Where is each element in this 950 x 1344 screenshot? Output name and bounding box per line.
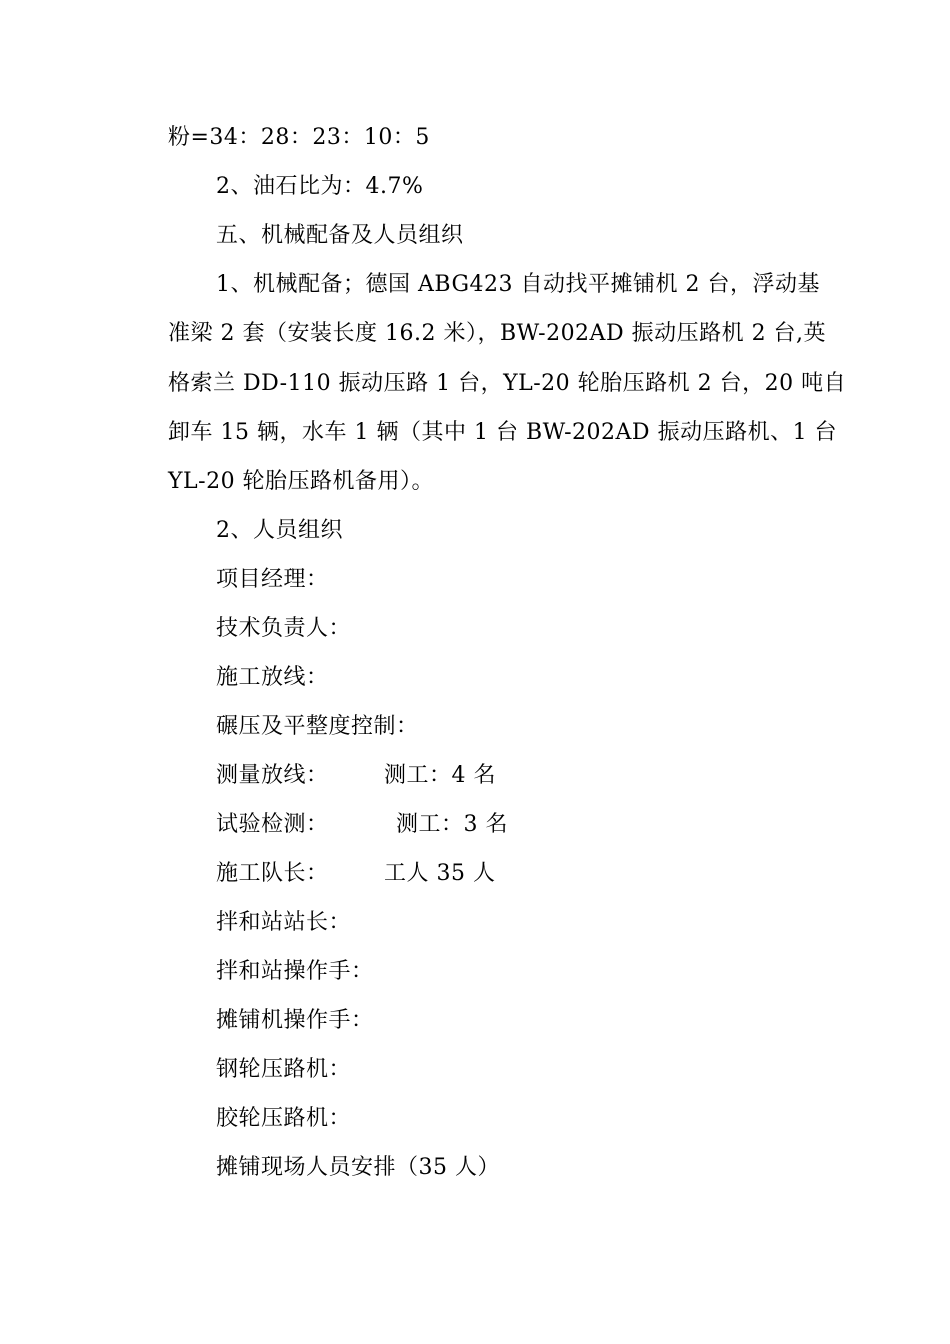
mix-ratio-line: 粉=34：28：23：10：5 [168, 125, 430, 150]
role-line: 摊铺现场人员安排（35 人） [216, 1155, 500, 1180]
paragraph-line: 1、机械配备；德国 ABG423 自动找平摊铺机 2 台，浮动基 [216, 272, 820, 297]
subsection-heading: 2、人员组织 [216, 518, 343, 543]
staff-row [216, 761, 496, 791]
staff-row [216, 859, 495, 889]
staff-detail: 工人 35 人 [384, 861, 496, 886]
paragraph-line: 格索兰 DD-110 振动压路 1 台，YL-20 轮胎压路机 2 台，20 吨自 [168, 371, 847, 396]
asphalt-ratio-line: 2、油石比为：4.7% [216, 174, 424, 199]
role-line: 胶轮压路机： [216, 1106, 352, 1131]
role-line: 碾压及平整度控制： [216, 714, 419, 739]
role-line: 钢轮压路机： [216, 1057, 352, 1082]
paragraph-line: YL-20 轮胎压路机备用）。 [168, 469, 435, 494]
role-line: 项目经理： [216, 567, 329, 592]
staff-role: 试验检测： [216, 812, 329, 837]
role-line: 拌和站操作手： [216, 959, 374, 984]
paragraph-line: 卸车 15 辆，水车 1 辆（其中 1 台 BW-202AD 振动压路机、1 台 [168, 420, 838, 445]
paragraph-line: 准梁 2 套（安装长度 16.2 米），BW-202AD 振动压路机 2 台,英 [168, 321, 827, 346]
role-line: 摊铺机操作手： [216, 1008, 374, 1033]
role-line: 技术负责人： [216, 616, 352, 641]
staff-row [216, 810, 508, 840]
staff-detail: 测工：3 名 [396, 812, 508, 837]
staff-detail: 测工：4 名 [384, 763, 496, 788]
section-heading: 五、机械配备及人员组织 [216, 223, 464, 248]
staff-role: 测量放线： [216, 763, 329, 788]
staff-role: 施工队长： [216, 861, 329, 886]
role-line: 施工放线： [216, 665, 329, 690]
role-line: 拌和站站长： [216, 910, 352, 935]
